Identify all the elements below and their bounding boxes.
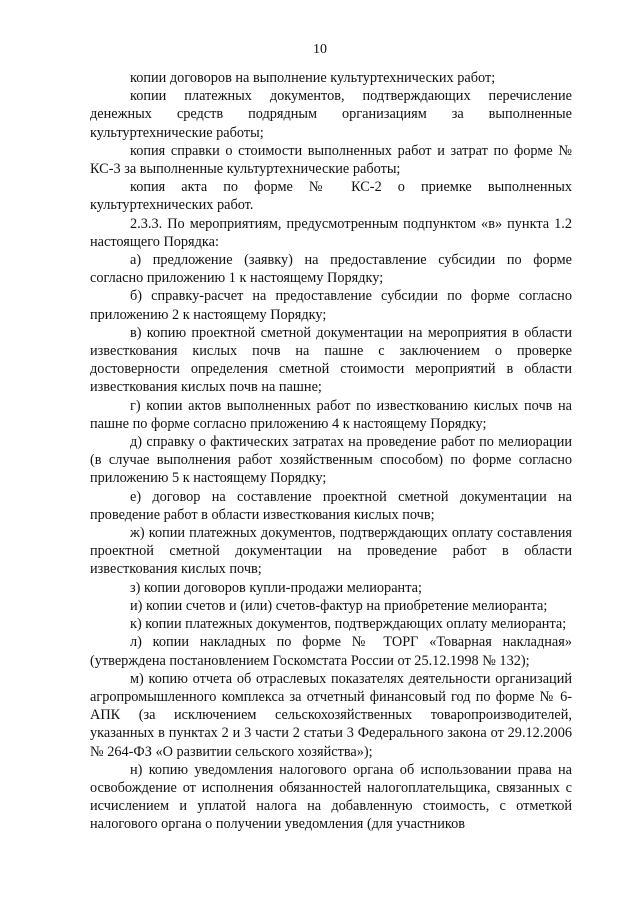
paragraph-item-g: г) копии актов выполненных работ по известкованию кислых почв на пашне по форме согласно приложению 4 к настоящему Порядку; (90, 397, 572, 432)
paragraph-copies-contracts: копии договоров на выполнение культуртехнических работ; (130, 70, 496, 86)
paragraph-item-a: а) предложение (заявку) на предоставление субсидии по форме согласно приложению 1 к настоящему Порядку; (90, 252, 572, 287)
paragraph-item-e: е) договор на составление проектной сметной документации на проведение работ в области известкования кислых почв; (90, 488, 572, 523)
paragraph-item-z: з) копии договоров купли-продажи мелиоранта; (130, 579, 422, 596)
paragraph-item-n: н) копию уведомления налогового органа об использовании права на освобождение от исполнения обязанностей налогоплательщика, связанных с исчислением и уплатой налога на добавленную стоимость, с отметкой налогового органа о получении уведомления (для участников (90, 761, 572, 833)
document-body (90, 69, 572, 834)
paragraph-section-2-3-3: 2.3.3. По мероприятиям, предусмотренным подпунктом «в» пункта 1.2 настоящего Порядка: (90, 215, 572, 250)
paragraph-item-m: м) копию отчета об отраслевых показателях деятельности организаций агропромышленного комплекса за отчетный финансовый год по форме № 6-АПК (за исключением сельскохозяйственных товаропроизводителей, указанных в пунктах 2 и 3 части 2 статьи 3 Федерального закона от 29.12.2006 № 264-ФЗ «О развитии сельского хозяйства»); (90, 670, 572, 760)
paragraph-ks2-act: копия акта по форме № КС-2 о приемке выполненных культуртехнических работ. (90, 179, 572, 214)
paragraph-item-b: б) справку-расчет на предоставление субсидии по форме согласно приложению 2 к настоящему Порядку; (90, 288, 572, 323)
paragraph-ks3-certificate: копия справки о стоимости выполненных работ и затрат по форме № КС-3 за выполненные культуртехнические работы; (90, 142, 572, 178)
paragraph-item-v: в) копию проектной сметной документации на мероприятия в области известкования кислых почв на пашне с заключением о проверке достоверности определения сметной стоимости мероприятий в области известкования кислых почв на пашне; (90, 324, 572, 396)
paragraph-item-d: д) справку о фактических затратах на проведение работ по мелиорации (в случае выполнения работ хозяйственным способом) по форме согласно приложению 5 к настоящему Порядку; (90, 434, 572, 487)
paragraph-item-k: к) копии платежных документов, подтверждающих оплату мелиоранта; (130, 616, 567, 633)
paragraph-item-zh: ж) копии платежных документов, подтверждающих оплату составления проектной сметной документации на проведение работ в области известкования кислых почв; (90, 525, 572, 578)
paragraph-payment-documents: копии платежных документов, подтверждающих перечисление денежных средств подрядным организациям за выполненные культуртехнические работы; (90, 88, 572, 141)
paragraph-item-l: л) копии накладных по форме № ТОРГ «Товарная накладная» (утверждена постановлением Госкомстата России от 25.12.1998 № 132); (90, 634, 572, 669)
paragraph-item-i: и) копии счетов и (или) счетов-фактур на приобретение мелиоранта; (130, 597, 548, 614)
page-number: 10 (313, 42, 327, 57)
